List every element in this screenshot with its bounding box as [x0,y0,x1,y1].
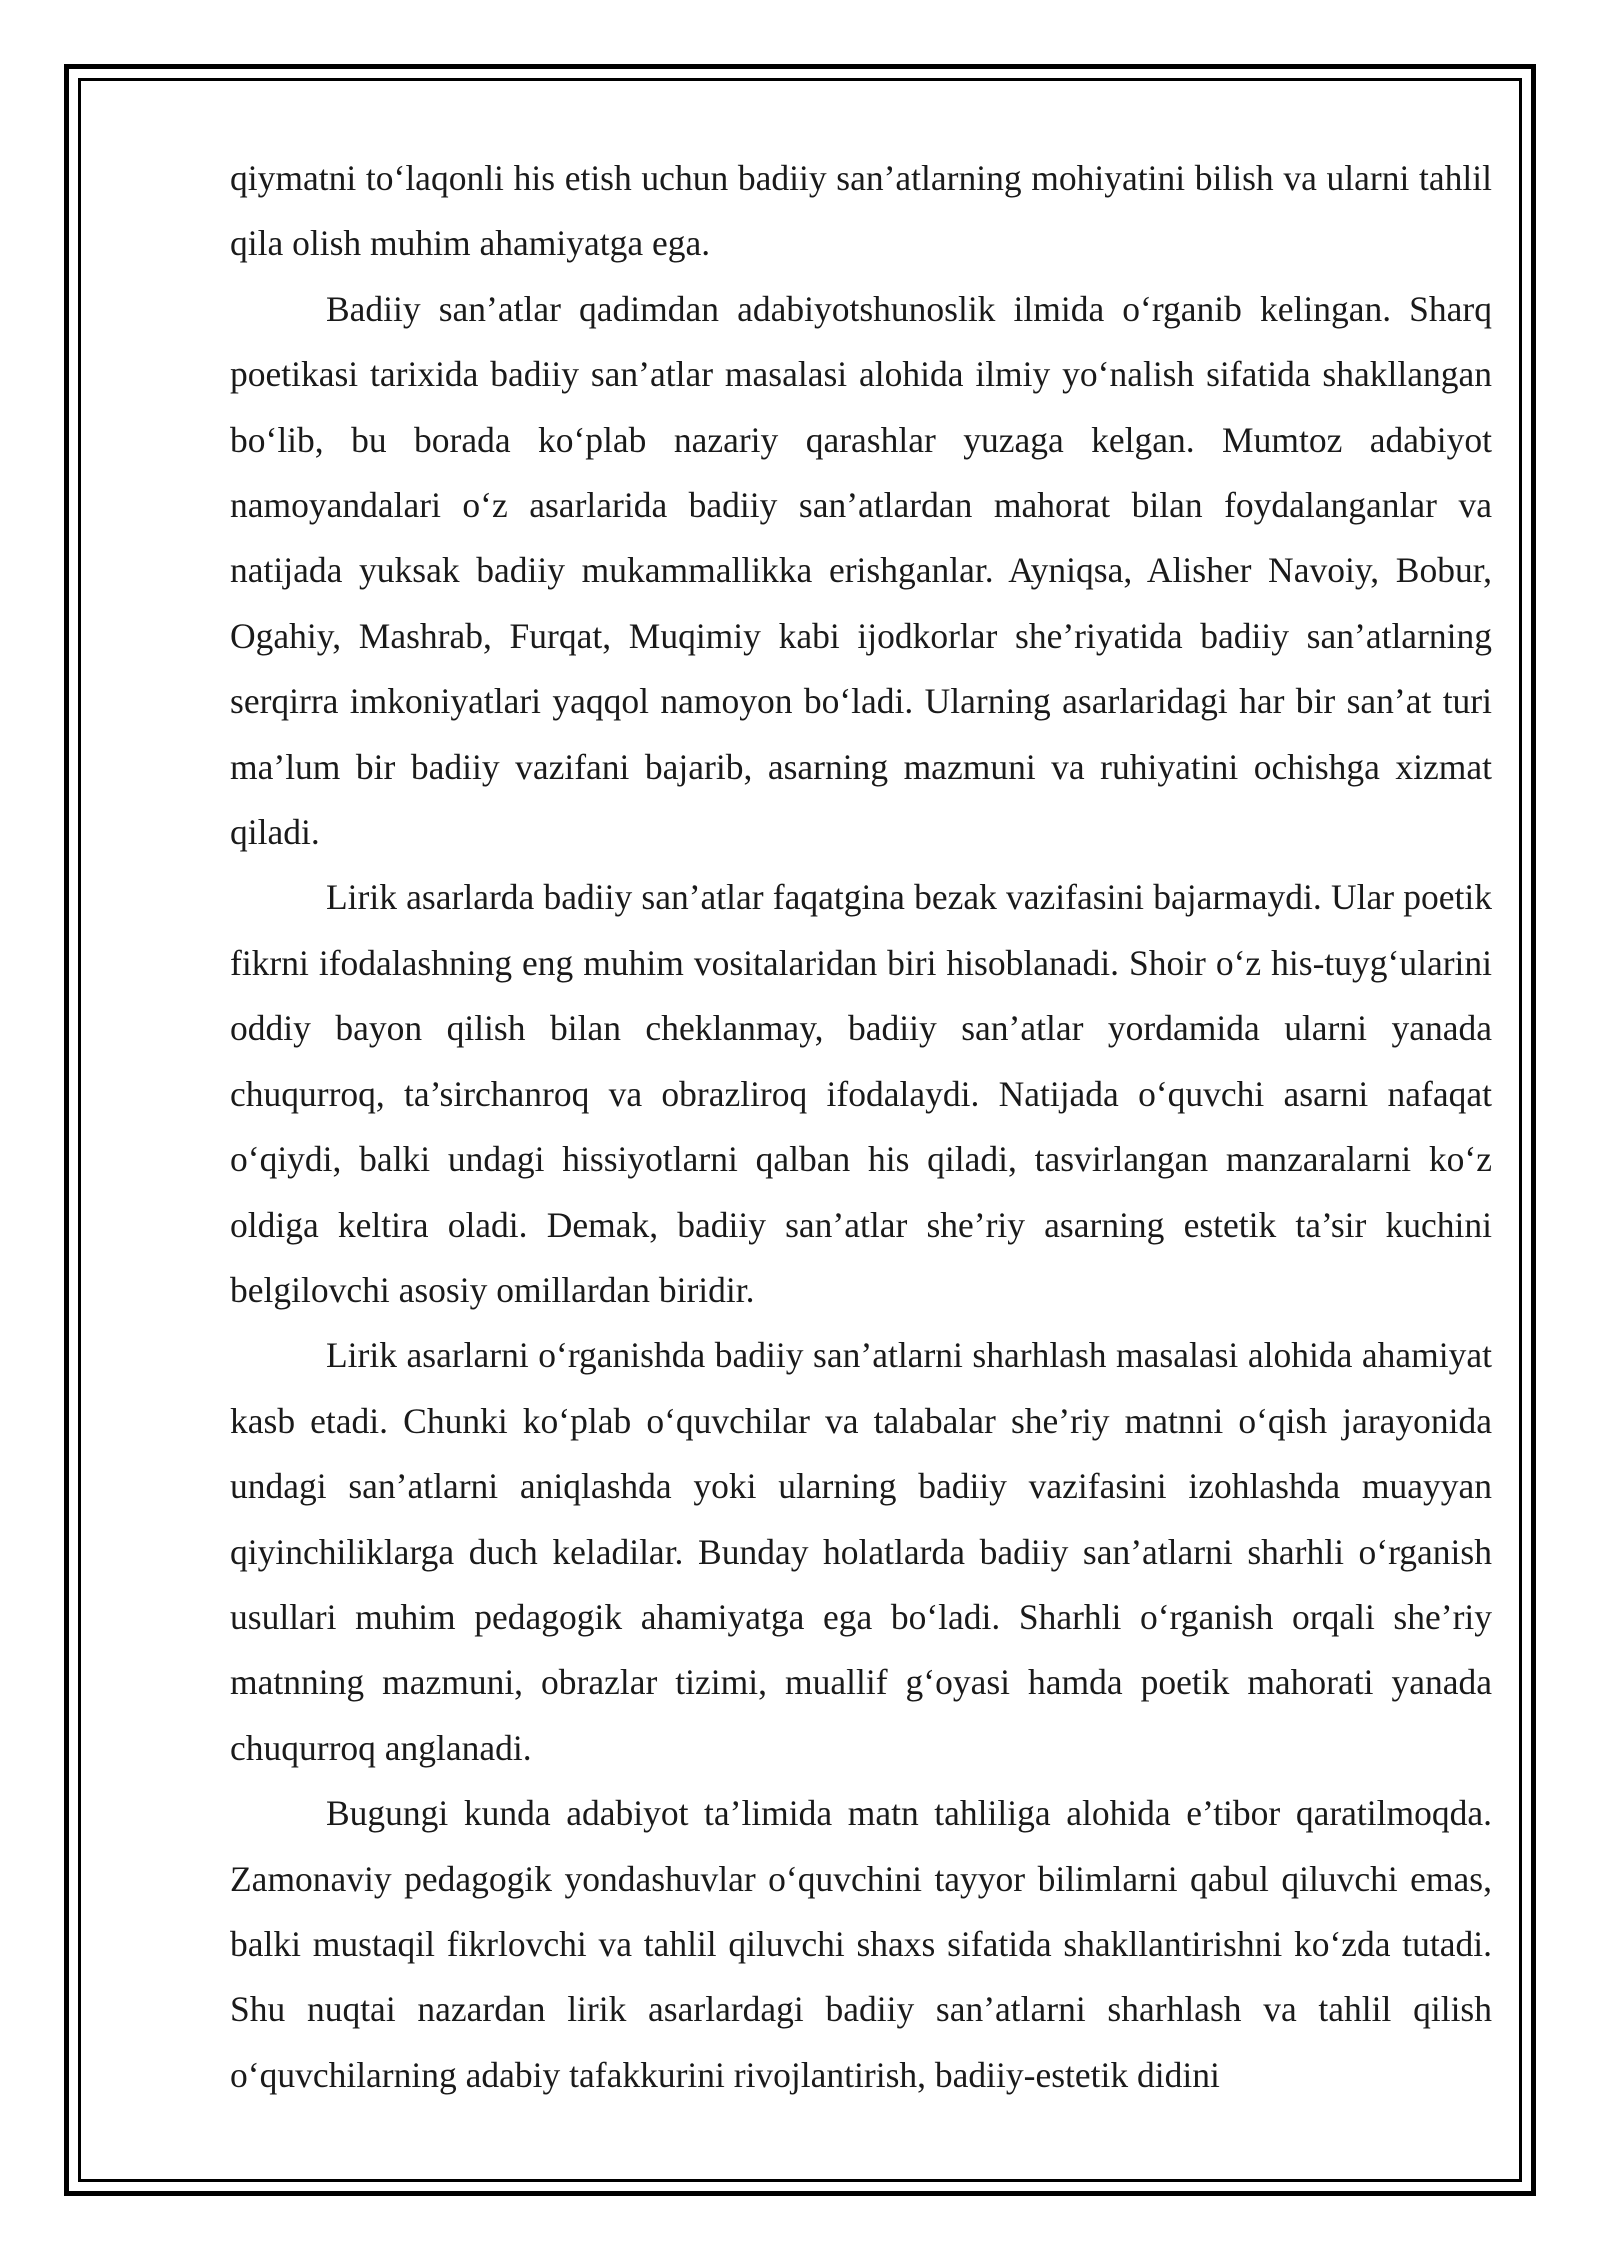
paragraph-continuation: qiymatni to‘laqonli his etish uchun badiiy san’atlarning mohiyatini bilish va ularni tahlil qila olish muhim ahamiyatga ega. [230,158,1492,264]
paragraph-sharhlash-masalasi: Lirik asarlarni o‘rganishda badiiy san’atlarni sharhlash masalasi alohida ahamiyat kasb etadi. Chunki ko‘plab o‘quvchilar va talabalar she’riy matnni o‘qish jarayonida undagi san’atlarni aniqlashda yoki ularning badiiy vazifasini izohlashda muayyan qiyinchiliklarga duch keladilar. Bunday holatlarda badiiy san’atlarni sharhli o‘rganish usullari muhim pedagogik ahamiyatga ega bo‘ladi. Sharhli o‘rganish orqali she’riy matnning mazmuni, obrazlar tizimi, muallif g‘oyasi hamda poetik mahorati yanada chuqurroq anglanadi. [230,1335,1492,1768]
paragraph-badiiy-sanatlar-tarixi: Badiiy san’atlar qadimdan adabiyotshunoslik ilmida o‘rganib kelingan. Sharq poetikasi tarixida badiiy san’atlar masalasi alohida ilmiy yo‘nalish sifatida shakllangan bo‘lib, bu borada ko‘plab nazariy qarashlar yuzaga kelgan. Mumtoz adabiyot namoyandalari o‘z asarlarida badiiy san’atlardan mahorat bilan foydalanganlar va natijada yuksak badiiy mukammallikka erishganlar. Ayniqsa, Alisher Navoiy, Bobur, Ogahiy, Mashrab, Furqat, Muqimiy kabi ijodkorlar she’riyatida badiiy san’atlarning serqirra imkoniyatlari yaqqol namoyon bo‘ladi. Ularning asarlaridagi har bir san’at turi ma’lum bir badiiy vazifani bajarib, asarning mazmuni va ruhiyatini ochishga xizmat qiladi. [230,288,1492,853]
document-body [230,146,1492,2108]
paragraph-bugungi-kunda: Bugungi kunda adabiyot ta’limida matn tahliliga alohida e’tibor qaratilmoqda. Zamonaviy pedagogik yondashuvlar o‘quvchini tayyor bilimlarni qabul qiluvchi emas, balki mustaqil fikrlovchi va tahlil qiluvchi shaxs sifatida shakllantirishni ko‘zda tutadi. Shu nuqtai nazardan lirik asarlardagi badiiy san’atlarni sharhlash va tahlil qilish o‘quvchilarning adabiy tafakkurini rivojlantirish, badiiy-estetik didini [230,1793,1492,2095]
paragraph-lirik-asarlarda: Lirik asarlarda badiiy san’atlar faqatgina bezak vazifasini bajarmaydi. Ular poetik fikrni ifodalashning eng muhim vositalaridan biri hisoblanadi. Shoir o‘z his-tuyg‘ularini oddiy bayon qilish bilan cheklanmay, badiiy san’atlar yordamida ularni yanada chuqurroq, ta’sirchanroq va obrazliroq ifodalaydi. Natijada o‘quvchi asarni nafaqat o‘qiydi, balki undagi hissiyotlarni qalban his qiladi, tasvirlangan manzaralarni ko‘z oldiga keltira oladi. Demak, badiiy san’atlar she’riy asarning estetik ta’sir kuchini belgilovchi asosiy omillardan biridir. [230,877,1492,1310]
